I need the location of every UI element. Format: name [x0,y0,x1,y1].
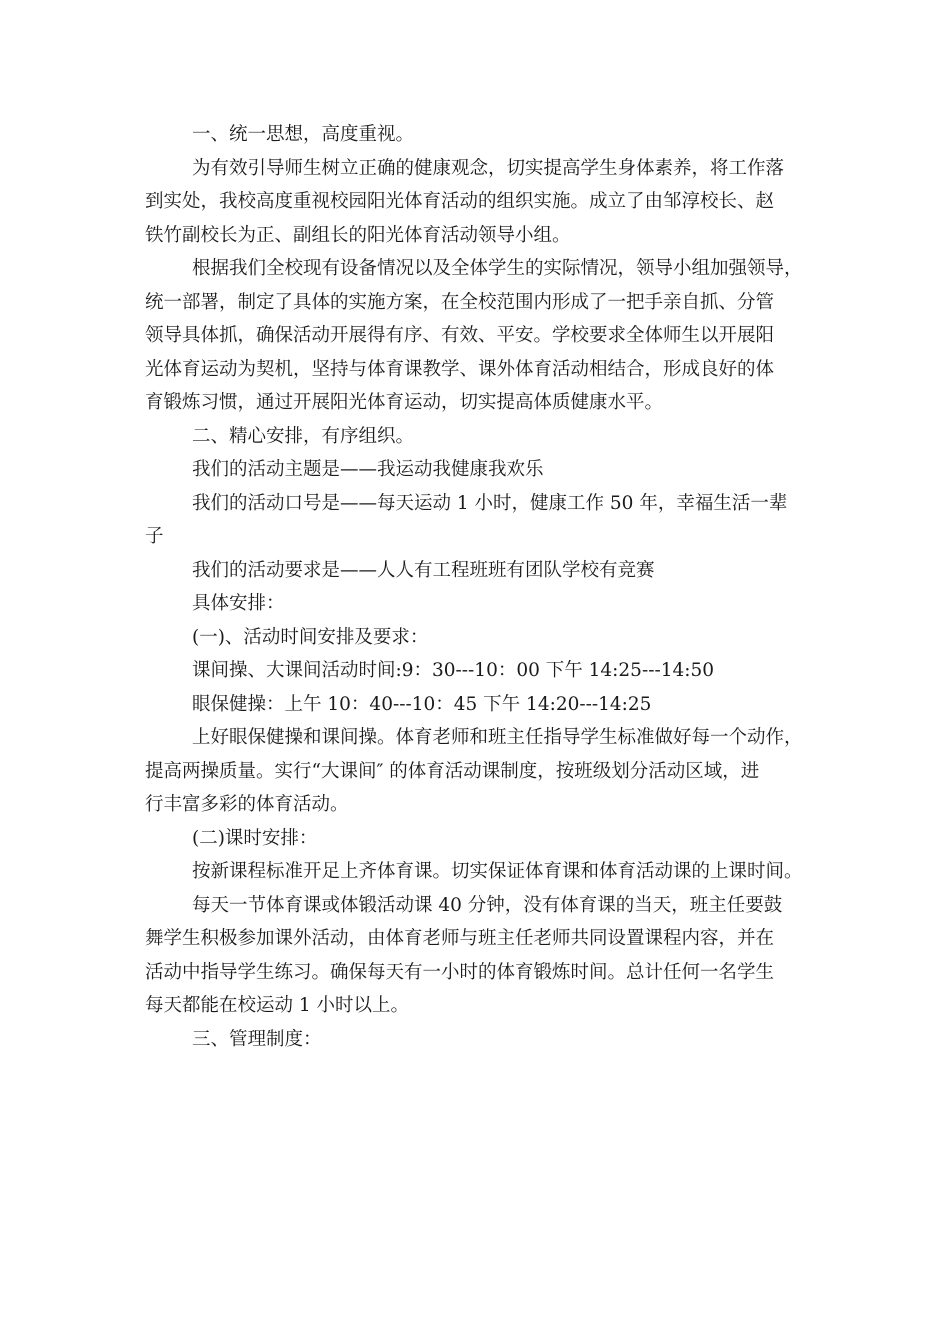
paragraph-line: 统一部署，制定了具体的实施方案，在全校范围内形成了一把手亲自抓、分管 [145,291,775,313]
paragraph-line: 到实处，我校高度重视校园阳光体育活动的组织实施。成立了由邹淳校长、赵 [145,191,775,212]
paragraph-line: 铁竹副校长为正、副组长的阳光体育活动领导小组。 [145,224,571,246]
activity-theme: 我们的活动主题是——我运动我健康我欢乐 [192,459,544,480]
paragraph-line: 育锻炼习惯，通过开展阳光体育运动，切实提高体质健康水平。 [145,392,664,413]
paragraph-line: 上好眼保健操和课间操。体育老师和班主任指导学生标准做好每一个动作， [192,727,803,748]
paragraph-line: 活动中指导学生练习。确保每天有一小时的体育锻炼时间。总计任何一名学生 [145,961,775,983]
schedule-break-exercise: 课间操、大课间活动时间:9：30---10：00 下午 14:25---14:50 [192,660,715,681]
activity-slogan: 我们的活动口号是——每天运动 1 小时，健康工作 50 年，幸福生活一辈 [192,492,788,514]
paragraph-line: 按新课程标准开足上齐体育课。切实保证体育课和体育活动课的上课时间。 [192,861,803,882]
section-heading-3: 三、管理制度： [192,1028,322,1050]
section-heading-1: 一、统一思想，高度重视。 [192,124,415,145]
paragraph-line: 为有效引导师生树立正确的健康观念，切实提高学生身体素养，将工作落 [192,157,785,179]
paragraph-line: 舞学生积极参加课外活动，由体育老师与班主任老师共同设置课程内容，并在 [145,928,775,949]
paragraph-line: 根据我们全校现有设备情况以及全体学生的实际情况，领导小组加强领导， [192,258,803,279]
schedule-eye-exercise: 眼保健操：上午 10：40---10：45 下午 14:20---14:25 [192,693,652,715]
paragraph-line: 子 [145,526,164,547]
paragraph-line: 提高两操质量。实行“大课间″ 的体育活动课制度，按班级划分活动区域，进 [145,760,760,782]
paragraph-line: 领导具体抓，确保活动开展得有序、有效、平安。学校要求全体师生以开展阳 [145,325,775,346]
paragraph-line: 每天一节体育课或体锻活动课 40 分钟，没有体育课的当天，班主任要鼓 [192,894,783,916]
document-body [145,118,817,1056]
activity-requirement: 我们的活动要求是——人人有工程班班有团队学校有竞赛 [192,559,655,581]
subheading-class-hours: (二)课时安排： [192,827,318,849]
subheading-arrangement: 具体安排： [192,593,285,614]
paragraph-line: 行丰富多彩的体育活动。 [145,794,349,815]
paragraph-line: 每天都能在校运动 1 小时以上。 [145,995,410,1016]
section-heading-2: 二、精心安排，有序组织。 [192,425,415,447]
subheading-schedule: (一)、活动时间安排及要求： [192,626,429,648]
paragraph-line: 光体育运动为契机，坚持与体育课教学、课外体育活动相结合，形成良好的体 [145,358,775,380]
